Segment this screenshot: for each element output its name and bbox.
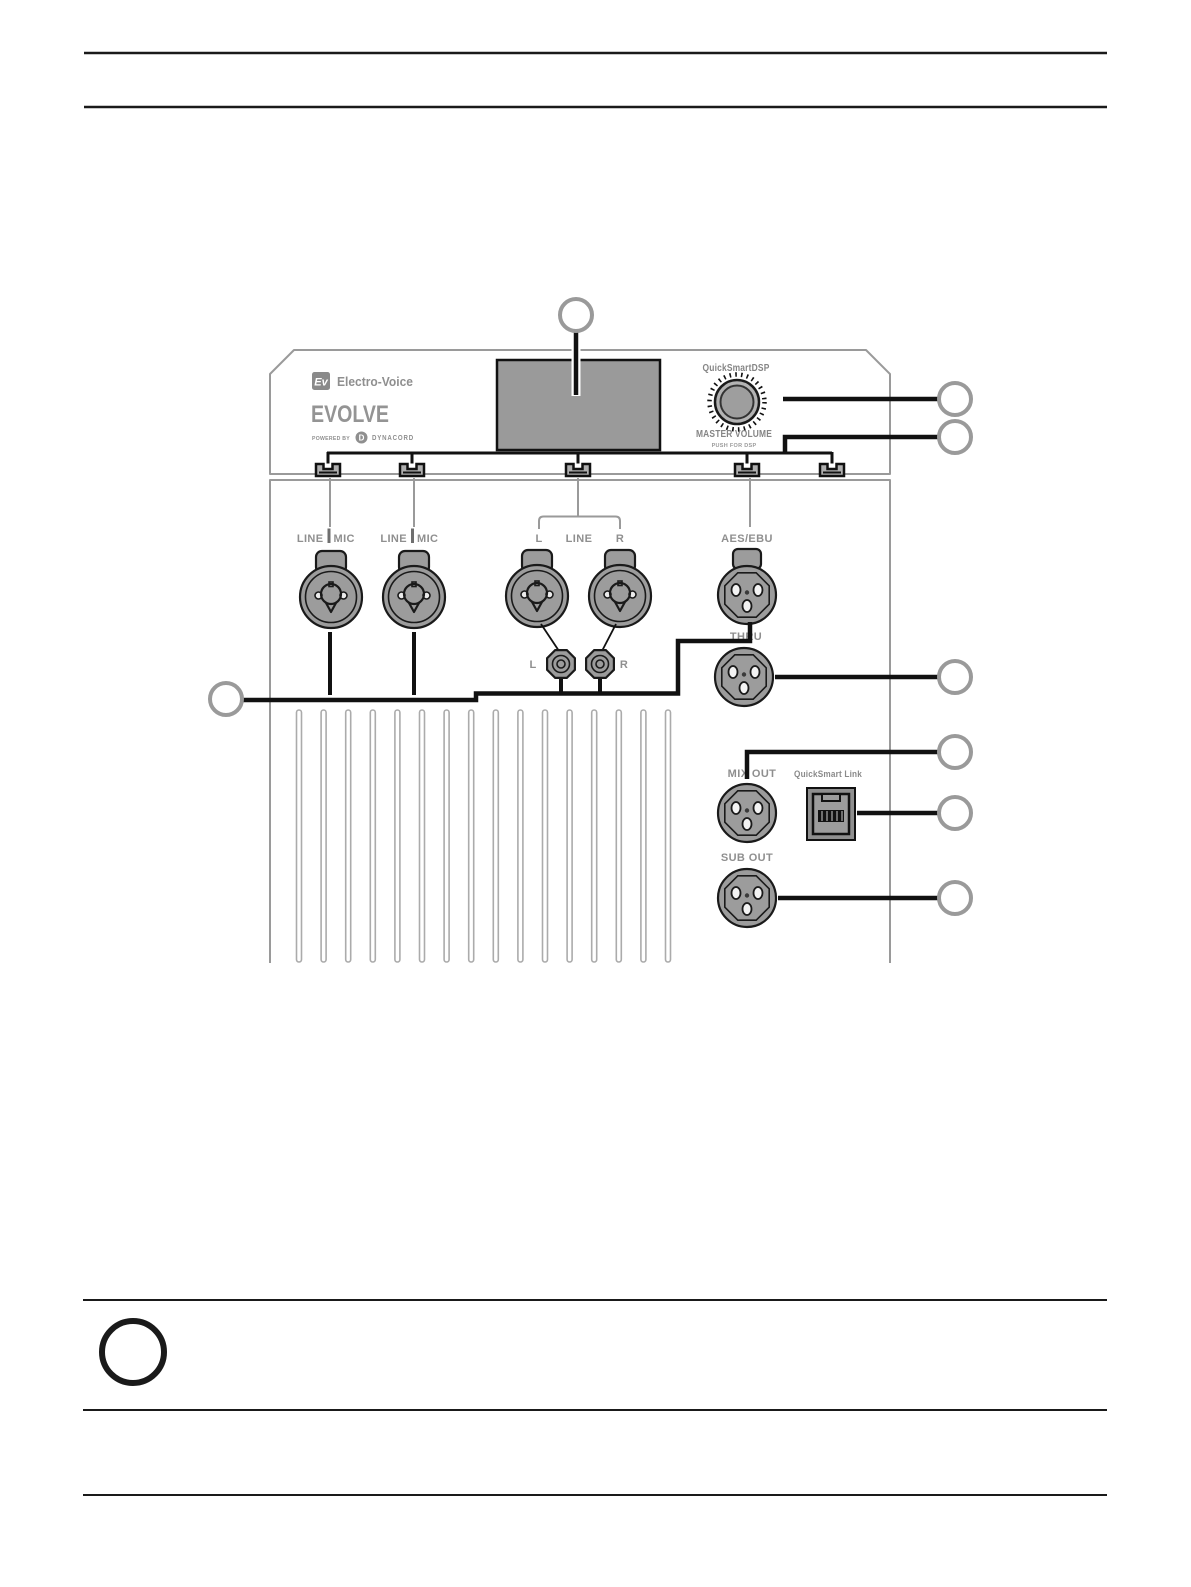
callout-circle-inputs: [210, 683, 242, 715]
ev-logo-monogram: Ev: [314, 376, 328, 389]
callout-circle-thru: [939, 661, 971, 693]
mix-output: [718, 784, 776, 842]
callout-circle-clips: [939, 421, 971, 453]
dsp-label: QuickSmartDSP: [702, 363, 770, 374]
quicksmart-link-label: QuickSmart Link: [794, 769, 863, 779]
dynacord-logo-letter: D: [358, 433, 365, 443]
stereo-line-label: LINE: [565, 533, 593, 545]
input1-line-label: LINE: [296, 533, 324, 545]
model-name: EVOLVE: [311, 401, 389, 428]
push-for-dsp-label: PUSH FOR DSP: [711, 443, 757, 449]
thru-output: [715, 648, 773, 706]
brand-name: Electro-Voice: [337, 375, 414, 389]
dynacord-wordmark: DYNACORD: [372, 433, 414, 442]
thru-label: THRU: [729, 631, 763, 643]
input1-mic-label: MIC: [333, 533, 355, 545]
callout-circle-mix: [939, 736, 971, 768]
sub-out-label: SUB OUT: [720, 852, 774, 864]
stereo-left-label: L: [535, 533, 543, 545]
callout-circle-link: [939, 797, 971, 829]
input2-mic-label: MIC: [417, 533, 439, 545]
stereo-right-label: R: [615, 533, 625, 545]
input2-separator-bar: [411, 529, 414, 544]
phone-jack-right: [586, 650, 614, 678]
phone-left-label: L: [529, 659, 537, 671]
master-volume-label: MASTER VOLUME: [696, 429, 773, 440]
input1-separator-bar: [328, 529, 331, 544]
aes-ebu-label: AES/EBU: [721, 533, 773, 545]
powered-by-label: POWERED BY: [312, 436, 351, 442]
input2-line-label: LINE: [380, 533, 407, 545]
phone-right-label: R: [619, 659, 629, 671]
callout-circle-display: [560, 299, 592, 331]
connector-panel: [270, 480, 890, 963]
note-circle: [102, 1321, 164, 1383]
phone-jack-left: [547, 650, 575, 678]
sub-output: [718, 869, 776, 927]
quicksmart-link-port: [807, 788, 855, 840]
callout-circle-knob: [939, 383, 971, 415]
mix-out-label: MIX OUT: [727, 768, 777, 780]
callout-circle-sub: [939, 882, 971, 914]
